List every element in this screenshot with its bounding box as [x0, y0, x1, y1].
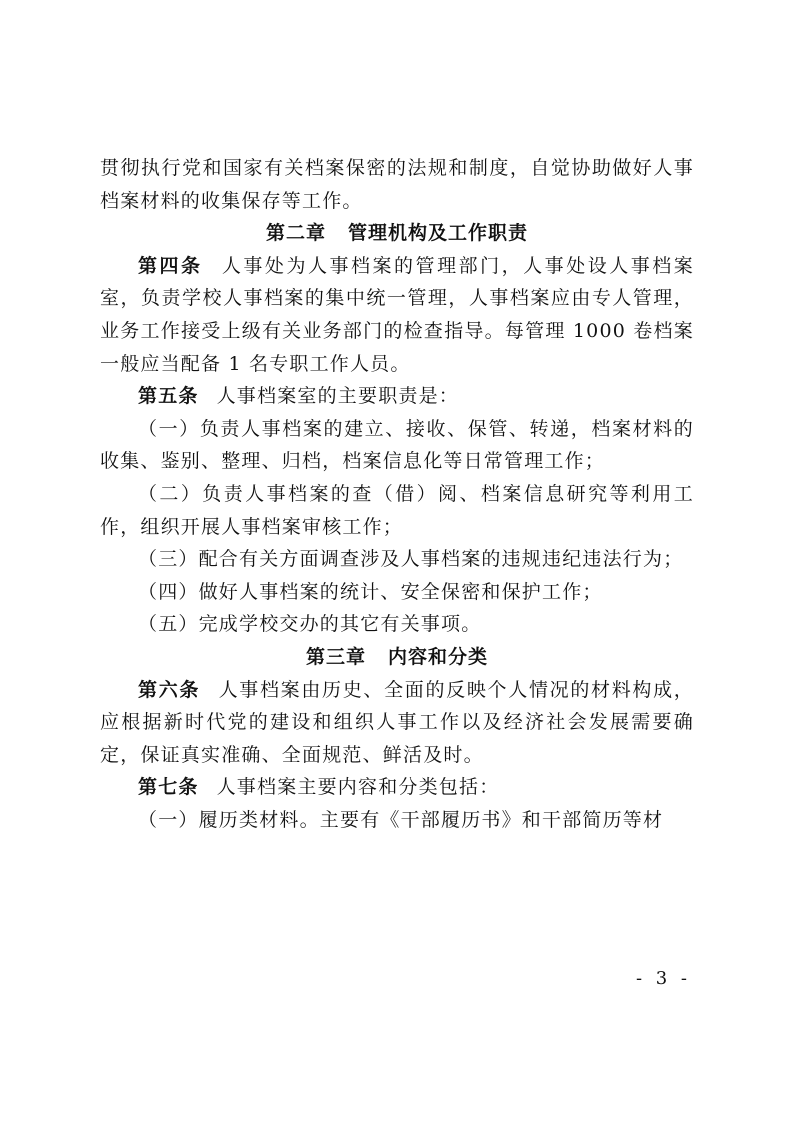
list-item: （一）负责人事档案的建立、接收、保管、转递，档案材料的收集、鉴别、整理、归档，档案信息化等日常管理工作； — [100, 417, 694, 473]
article-6 — [100, 674, 694, 772]
continuation-paragraph: 贯彻执行党和国家有关档案保密的法规和制度，自觉协助做好人事档案材料的收集保存等工作。 — [100, 157, 694, 212]
chapter-heading-3 — [100, 641, 694, 674]
chapter-heading-2 — [100, 217, 694, 250]
article-text: 人事档案主要内容和分类包括： — [216, 776, 500, 799]
list-item: （四）做好人事档案的统计、安全保密和保护工作； — [138, 580, 603, 603]
article-label: 第五条 — [138, 385, 199, 408]
article-label: 第四条 — [138, 254, 203, 277]
list-item: （五）完成学校交办的其它有关事项。 — [138, 613, 482, 636]
list-item: （三）配合有关方面调查涉及人事档案的违规违纪违法行为； — [138, 548, 684, 571]
article-7 — [100, 771, 694, 804]
article-text: 人事档案室的主要职责是： — [216, 385, 460, 408]
chapter-number: 第三章 — [305, 645, 366, 668]
article-4 — [100, 250, 694, 380]
article-text: 人事处为人事档案的管理部门，人事处设人事档案室，负责学校人事档案的集中统一管理，人事档案应由专人管理，业务工作接受上级有关业务部门的检查指导。每管理 1000 卷档案一般应当配备 1 名专职工作人员。 — [100, 254, 694, 375]
body-text — [100, 152, 694, 836]
list-item: （一）履历类材料。主要有《干部履历书》和干部简历等材 — [138, 808, 664, 831]
chapter-title: 管理机构及工作职责 — [348, 222, 529, 245]
article-label: 第六条 — [138, 678, 201, 701]
page-number: - 3 - — [635, 968, 691, 989]
article-text: 人事档案由历史、全面的反映个人情况的材料构成，应根据新时代党的建设和组织人事工作以及经济社会发展需要确定，保证真实准确、全面规范、鲜活及时。 — [100, 678, 694, 766]
list-item: （二）负责人事档案的查（借）阅、档案信息研究等利用工作，组织开展人事档案审核工作； — [100, 482, 694, 538]
article-5 — [100, 380, 694, 413]
chapter-title: 内容和分类 — [388, 645, 489, 668]
chapter-number: 第二章 — [265, 222, 326, 245]
article-label: 第七条 — [138, 776, 199, 799]
